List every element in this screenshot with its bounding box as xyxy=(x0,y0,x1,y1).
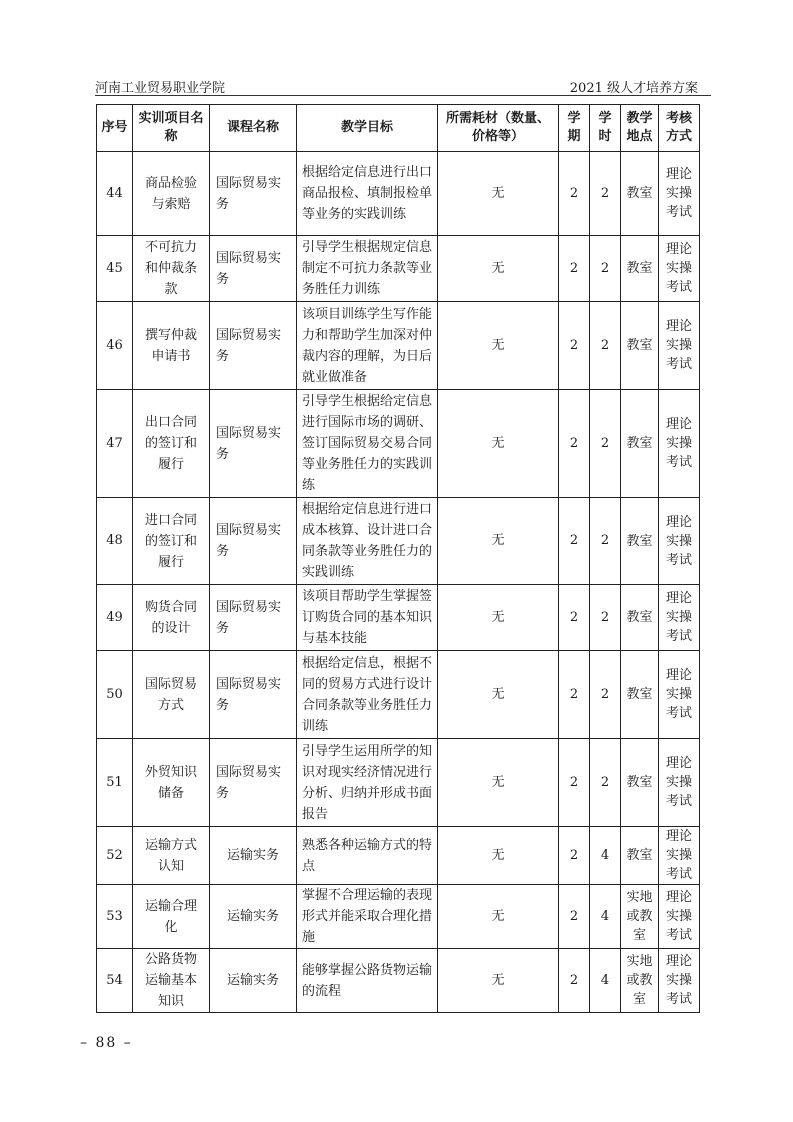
cell-term: 2 xyxy=(559,585,590,651)
cell-assessment: 理论实操考试 xyxy=(659,236,700,302)
cell-project-name: 公路货物运输基本知识 xyxy=(133,949,210,1013)
cell-course-name: 国际贸易实务 xyxy=(210,585,297,651)
col-header-materials: 所需耗材（数量、价格等） xyxy=(438,105,559,152)
cell-no: 52 xyxy=(97,827,133,885)
cell-term: 2 xyxy=(559,152,590,236)
cell-no: 48 xyxy=(97,498,133,585)
cell-no: 53 xyxy=(97,885,133,949)
cell-term: 2 xyxy=(559,949,590,1013)
col-header-objective: 教学目标 xyxy=(297,105,438,152)
cell-hours: 2 xyxy=(590,585,621,651)
cell-materials: 无 xyxy=(438,498,559,585)
cell-hours: 2 xyxy=(590,739,621,827)
col-header-project-name: 实训项目名称 xyxy=(133,105,210,152)
cell-project-name: 撰写仲裁申请书 xyxy=(133,302,210,390)
cell-hours: 2 xyxy=(590,651,621,739)
cell-no: 46 xyxy=(97,302,133,390)
cell-place: 教室 xyxy=(621,302,659,390)
cell-place: 教室 xyxy=(621,236,659,302)
cell-materials: 无 xyxy=(438,585,559,651)
cell-no: 44 xyxy=(97,152,133,236)
cell-objective: 根据给定信息，根据不同的贸易方式进行设计合同条款等业务胜任力训练 xyxy=(297,651,438,739)
header-plan-title: 2021 级人才培养方案 xyxy=(569,81,698,96)
cell-assessment: 理论实操考试 xyxy=(659,885,700,949)
cell-assessment: 理论实操考试 xyxy=(659,302,700,390)
table-row xyxy=(97,498,700,585)
cell-place: 教室 xyxy=(621,498,659,585)
cell-materials: 无 xyxy=(438,236,559,302)
cell-place: 教室 xyxy=(621,651,659,739)
cell-no: 51 xyxy=(97,739,133,827)
cell-objective: 该项目帮助学生掌握签订购货合同的基本知识与基本技能 xyxy=(297,585,438,651)
cell-place: 实地或教室 xyxy=(621,885,659,949)
table-row xyxy=(97,885,700,949)
table-row xyxy=(97,302,700,390)
cell-term: 2 xyxy=(559,498,590,585)
cell-place: 教室 xyxy=(621,152,659,236)
cell-materials: 无 xyxy=(438,885,559,949)
cell-objective: 根据给定信息进行进口成本核算、设计进口合同条款等业务胜任力的实践训练 xyxy=(297,498,438,585)
table-row xyxy=(97,390,700,498)
col-header-no: 序号 xyxy=(97,105,133,152)
cell-term: 2 xyxy=(559,390,590,498)
cell-place: 教室 xyxy=(621,390,659,498)
cell-assessment: 理论实操考试 xyxy=(659,827,700,885)
cell-hours: 2 xyxy=(590,302,621,390)
cell-course-name: 国际贸易实务 xyxy=(210,152,297,236)
col-header-course-name: 课程名称 xyxy=(210,105,297,152)
cell-place: 教室 xyxy=(621,585,659,651)
cell-term: 2 xyxy=(559,827,590,885)
header-rule xyxy=(95,95,711,96)
cell-assessment: 理论实操考试 xyxy=(659,585,700,651)
cell-project-name: 国际贸易方式 xyxy=(133,651,210,739)
table-row xyxy=(97,152,700,236)
table-row xyxy=(97,236,700,302)
cell-place: 实地或教室 xyxy=(621,949,659,1013)
cell-term: 2 xyxy=(559,302,590,390)
page-number: – 88 – xyxy=(80,1035,133,1051)
table-row xyxy=(97,585,700,651)
table-row xyxy=(97,739,700,827)
cell-hours: 4 xyxy=(590,949,621,1013)
table-row xyxy=(97,949,700,1013)
cell-course-name: 国际贸易实务 xyxy=(210,236,297,302)
cell-course-name: 运输实务 xyxy=(210,885,297,949)
cell-course-name: 国际贸易实务 xyxy=(210,498,297,585)
cell-project-name: 商品检验与索赔 xyxy=(133,152,210,236)
cell-course-name: 国际贸易实务 xyxy=(210,302,297,390)
cell-objective: 引导学生运用所学的知识对现实经济情况进行分析、归纳并形成书面报告 xyxy=(297,739,438,827)
cell-project-name: 外贸知识储备 xyxy=(133,739,210,827)
cell-no: 47 xyxy=(97,390,133,498)
cell-hours: 2 xyxy=(590,236,621,302)
cell-term: 2 xyxy=(559,651,590,739)
cell-hours: 2 xyxy=(590,152,621,236)
table-header-row xyxy=(97,105,700,152)
cell-place: 教室 xyxy=(621,739,659,827)
cell-hours: 4 xyxy=(590,885,621,949)
cell-term: 2 xyxy=(559,739,590,827)
header-school-name: 河南工业贸易职业学院 xyxy=(95,81,226,96)
table-row xyxy=(97,651,700,739)
cell-course-name: 国际贸易实务 xyxy=(210,739,297,827)
col-header-place: 教学地点 xyxy=(621,105,659,152)
cell-materials: 无 xyxy=(438,827,559,885)
col-header-hours: 学时 xyxy=(590,105,621,152)
cell-hours: 2 xyxy=(590,390,621,498)
cell-assessment: 理论实操考试 xyxy=(659,152,700,236)
cell-objective: 该项目训练学生写作能力和帮助学生加深对仲裁内容的理解，为日后就业做准备 xyxy=(297,302,438,390)
cell-assessment: 理论实操考试 xyxy=(659,739,700,827)
col-header-assessment: 考核方式 xyxy=(659,105,700,152)
col-header-term: 学期 xyxy=(559,105,590,152)
cell-objective: 引导学生根据给定信息进行国际市场的调研、签订国际贸易交易合同等业务胜任力的实践训练 xyxy=(297,390,438,498)
cell-materials: 无 xyxy=(438,390,559,498)
cell-project-name: 出口合同的签订和履行 xyxy=(133,390,210,498)
cell-assessment: 理论实操考试 xyxy=(659,498,700,585)
cell-project-name: 购货合同的设计 xyxy=(133,585,210,651)
cell-objective: 根据给定信息进行出口商品报检、填制报检单等业务的实践训练 xyxy=(297,152,438,236)
cell-project-name: 进口合同的签订和履行 xyxy=(133,498,210,585)
cell-no: 54 xyxy=(97,949,133,1013)
cell-assessment: 理论实操考试 xyxy=(659,949,700,1013)
cell-no: 50 xyxy=(97,651,133,739)
cell-materials: 无 xyxy=(438,302,559,390)
cell-course-name: 国际贸易实务 xyxy=(210,651,297,739)
cell-project-name: 运输方式认知 xyxy=(133,827,210,885)
cell-course-name: 运输实务 xyxy=(210,949,297,1013)
cell-assessment: 理论实操考试 xyxy=(659,651,700,739)
cell-term: 2 xyxy=(559,236,590,302)
cell-no: 49 xyxy=(97,585,133,651)
cell-objective: 引导学生根据规定信息制定不可抗力条款等业务胜任力训练 xyxy=(297,236,438,302)
cell-objective: 能够掌握公路货物运输的流程 xyxy=(297,949,438,1013)
cell-no: 45 xyxy=(97,236,133,302)
table-body xyxy=(97,152,700,1013)
cell-project-name: 不可抗力和仲裁条款 xyxy=(133,236,210,302)
cell-hours: 4 xyxy=(590,827,621,885)
cell-objective: 熟悉各种运输方式的特点 xyxy=(297,827,438,885)
cell-hours: 2 xyxy=(590,498,621,585)
cell-term: 2 xyxy=(559,885,590,949)
cell-materials: 无 xyxy=(438,152,559,236)
cell-project-name: 运输合理化 xyxy=(133,885,210,949)
cell-materials: 无 xyxy=(438,739,559,827)
cell-materials: 无 xyxy=(438,651,559,739)
cell-course-name: 运输实务 xyxy=(210,827,297,885)
cell-place: 教室 xyxy=(621,827,659,885)
cell-course-name: 国际贸易实务 xyxy=(210,390,297,498)
cell-assessment: 理论实操考试 xyxy=(659,390,700,498)
training-projects-table xyxy=(96,104,700,1013)
cell-objective: 掌握不合理运输的表现形式并能采取合理化措施 xyxy=(297,885,438,949)
table-row xyxy=(97,827,700,885)
cell-materials: 无 xyxy=(438,949,559,1013)
